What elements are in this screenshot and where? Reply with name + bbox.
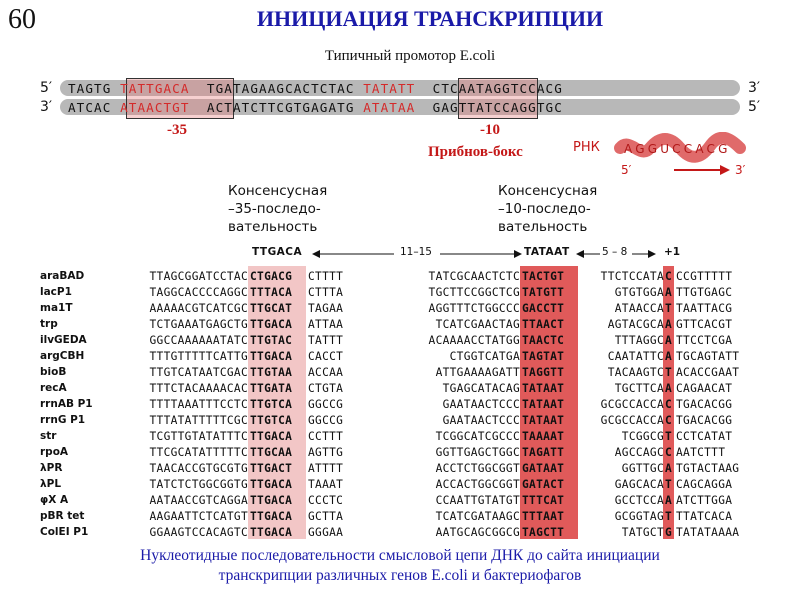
consensus10-line3: вательность (498, 219, 588, 235)
seq-mid: AGCCAGC (614, 446, 664, 459)
rna-3prime: 3′ (735, 163, 746, 177)
bottom-strand-3prime: 3′ (40, 99, 53, 115)
rna-5prime: 5′ (621, 163, 632, 177)
gene-name: rrnAB P1 (40, 398, 93, 410)
seq-mid: TGCTTCA (614, 382, 664, 395)
seq-b35: TTGCAT (250, 302, 293, 315)
seq-s: T (665, 510, 673, 523)
seq-mid: TACAAGTC (607, 366, 664, 379)
seq-b35: TTGACA (250, 526, 293, 539)
seq-b35: TTGACA (250, 350, 293, 363)
seq-end: TAATTACG (676, 302, 733, 315)
top-strand-segment-1: TATTGACA (120, 81, 190, 96)
seq-post35: ATTTT (308, 462, 344, 475)
seq-pre10: ACAAAACCTATGG (428, 334, 520, 347)
alignment-row (0, 334, 800, 350)
seq-b10: TAGATT (522, 446, 565, 459)
bottom-strand-segment-1: ATAACTGT (120, 100, 190, 115)
seq-pre: GGCCAAAAAATATC (149, 334, 248, 347)
rna-label: РНК (573, 140, 600, 155)
seq-b35: TTTACA (250, 286, 293, 299)
seq-end: ACACCGAAT (676, 366, 740, 379)
alignment-row (0, 286, 800, 302)
seq-end: TGCAGTATT (676, 350, 740, 363)
seq-mid: GCGCCACCA (600, 414, 664, 427)
consensus35-title (228, 182, 327, 236)
alignment-row (0, 494, 800, 510)
gene-name: trp (40, 318, 58, 330)
gene-name: str (40, 430, 57, 442)
seq-s: A (665, 462, 673, 475)
seq-pre: TTAGCGGATCCTAC (149, 270, 248, 283)
top-strand-segment-4: CTCAATAGGTCCACG (415, 81, 563, 96)
alignment-row (0, 414, 800, 430)
seq-mid: TCGGCG (621, 430, 664, 443)
bottom-strand-sequence (68, 100, 563, 115)
bottom-caption (40, 546, 760, 586)
seq-b35: TTGACA (250, 510, 293, 523)
seq-mid: TTCTCCATA (600, 270, 664, 283)
promoter-caption: Типичный промотор E.coli (324, 48, 496, 64)
seq-s: T (665, 366, 673, 379)
seq-post35: GGGAA (308, 526, 344, 539)
seq-b35: TTGTAC (250, 334, 293, 347)
seq-end: TTGTGAGC (676, 286, 733, 299)
gene-name: ma1T (40, 302, 73, 314)
seq-post35: AGTTG (308, 446, 344, 459)
alignment-row (0, 478, 800, 494)
seq-s: G (665, 526, 673, 539)
seq-s: T (665, 478, 673, 491)
seq-post35: GGCCG (308, 414, 344, 427)
consensus10-seq: TATAAT (524, 246, 570, 258)
alignment-row (0, 302, 800, 318)
alignment-row (0, 526, 800, 542)
seq-pre: AAGAATTCTCATGT (149, 510, 248, 523)
seq-b35: TTGATA (250, 382, 293, 395)
seq-b35: TTGTAA (250, 366, 293, 379)
dna-helix (0, 0, 800, 190)
seq-end: CAGCAGGA (676, 478, 733, 491)
top-strand-sequence (68, 81, 563, 96)
seq-pre10: CTGGTCATGA (449, 350, 520, 363)
gene-name: ilvGEDA (40, 334, 87, 346)
seq-end: TGACACGG (676, 398, 733, 411)
slide-number: 60 (8, 4, 36, 35)
top-strand-3prime: 3′ (748, 80, 761, 96)
seq-mid: GCCTCCA (614, 494, 664, 507)
consensus-scale (0, 246, 800, 262)
seq-pre10: GAATAACTCCC (442, 398, 520, 411)
gene-name: pBR tet (40, 510, 85, 522)
seq-end: CCTCATAT (676, 430, 733, 443)
seq-post35: ACCAA (308, 366, 344, 379)
alignment-row (0, 462, 800, 478)
seq-pre: TTTTAAATTTCCTC (149, 398, 248, 411)
seq-b10: GACCTT (522, 302, 565, 315)
seq-s: A (665, 350, 673, 363)
consensus10-title (498, 182, 597, 236)
seq-s: T (665, 302, 673, 315)
seq-b35: TTGACA (250, 494, 293, 507)
bottom-strand-segment-2: ACTATCTTCGTGAGATG (189, 100, 364, 115)
seq-mid: CAATATTC (607, 350, 664, 363)
gene-name: recA (40, 382, 67, 394)
seq-pre: TTCGCATATTTTTC (149, 446, 248, 459)
top-strand-5prime: 5′ (40, 80, 53, 96)
seq-mid: TATGCT (621, 526, 664, 539)
minus35-label: -35 (167, 122, 187, 138)
seq-pre10: ACCTCTGGCGGT (435, 462, 520, 475)
alignment-row (0, 366, 800, 382)
consensus10-line1: Консенсусная (498, 183, 598, 199)
seq-b10: TATAAT (522, 398, 565, 411)
seq-s: A (665, 382, 673, 395)
spacer-length: 11–15 (400, 246, 432, 258)
seq-pre10: GAATAACTCCC (442, 414, 520, 427)
bottom-strand-segment-0: ATCAC (68, 100, 121, 115)
gene-name: ColEI P1 (40, 526, 89, 538)
alignment-row (0, 318, 800, 334)
gene-name: rrnG P1 (40, 414, 86, 426)
seq-post35: ATTAA (308, 318, 344, 331)
seq-post35: TATTT (308, 334, 344, 347)
seq-post35: GCTTA (308, 510, 344, 523)
seq-b10: TACTGT (522, 270, 565, 283)
seq-b35: TTGACA (250, 318, 293, 331)
seq-pre10: TCATCGAACTAG (435, 318, 520, 331)
seq-post35: CCCTC (308, 494, 344, 507)
seq-pre: TCGTTGTATATTTC (149, 430, 248, 443)
consensus35-seq: TTGACA (252, 246, 303, 258)
start-site-label: +1 (664, 246, 681, 258)
gene-name: φX A (40, 494, 69, 506)
seq-pre: GGAAGTCCACAGTC (149, 526, 248, 539)
seq-b35: TTGACA (250, 430, 293, 443)
consensus35-line3: вательность (228, 219, 318, 235)
seq-post35: CTTTT (308, 270, 344, 283)
seq-pre10: TATCGCAACTCTC (428, 270, 520, 283)
seq-b35: TTGCAA (250, 446, 293, 459)
minus10-label: -10 (480, 122, 500, 138)
bottom-strand-segment-4: GAGTTATCCAGGTGC (415, 100, 563, 115)
alignment-row (0, 270, 800, 286)
bottom-strand-5prime: 5′ (748, 99, 761, 115)
top-strand-segment-3: TATATT (363, 81, 416, 96)
seq-pre: AAAAACGTCATCGC (149, 302, 248, 315)
seq-post35: TAAAT (308, 478, 344, 491)
gap-length: 5 – 8 (602, 246, 628, 258)
seq-pre: TTTGTTTTTCATTG (149, 350, 248, 363)
seq-pre: TTTCTACAAAACAC (149, 382, 248, 395)
gene-name: araBAD (40, 270, 85, 282)
seq-b10: TATGTT (522, 286, 565, 299)
gene-name: λPL (40, 478, 62, 490)
bottom-caption-line2: транскрипции различных генов E.coli и бактериофагов (218, 567, 582, 584)
seq-end: TGTACTAAG (676, 462, 740, 475)
seq-pre: TATCTCTGGCGGTG (149, 478, 248, 491)
seq-s: T (665, 430, 673, 443)
seq-pre: AATAACCGTCAGGA (149, 494, 248, 507)
seq-end: TTCCTCGA (676, 334, 733, 347)
top-strand-segment-2: TGATAGAAGCACTCTAC (189, 81, 364, 96)
seq-b10: TTTAAT (522, 510, 565, 523)
seq-end: GTTCACGT (676, 318, 733, 331)
pribnov-box-label: Прибнов-бокс (428, 144, 523, 160)
seq-end: TTATCACA (676, 510, 733, 523)
alignment-row (0, 350, 800, 366)
rna-sequence: AGGUCCACG (624, 142, 731, 156)
seq-post35: GGCCG (308, 398, 344, 411)
alignment-row (0, 398, 800, 414)
gene-name: argCBH (40, 350, 85, 362)
gene-name: lacP1 (40, 286, 72, 298)
seq-pre: TAACACCGTGCGTG (149, 462, 248, 475)
seq-end: AATCTTT (676, 446, 726, 459)
seq-s: C (665, 398, 673, 411)
seq-b10: TATAAT (522, 414, 565, 427)
seq-end: TGACACGG (676, 414, 733, 427)
seq-b10: TAGGTT (522, 366, 565, 379)
seq-b10: TAGTAT (522, 350, 565, 363)
seq-b10: TAAAAT (522, 430, 565, 443)
seq-pre: TTGTCATAATCGAC (149, 366, 248, 379)
seq-pre10: TCGGCATCGCCC (435, 430, 520, 443)
seq-pre: TCTGAAATGAGCTG (149, 318, 248, 331)
seq-post35: CTTTA (308, 286, 344, 299)
seq-b10: GATACT (522, 478, 565, 491)
seq-s: C (665, 446, 673, 459)
seq-mid: ATAACCA (614, 302, 664, 315)
seq-pre10: TGAGCATACAG (442, 382, 520, 395)
gene-name: bioB (40, 366, 67, 378)
rna-strand (614, 132, 754, 180)
seq-mid: GCGGTAG (614, 510, 664, 523)
seq-pre10: AGGTTTCTGGCCC (428, 302, 520, 315)
slide-title: ИНИЦИАЦИЯ ТРАНСКРИПЦИИ (256, 6, 604, 31)
promoter-alignment-table (0, 270, 800, 542)
seq-pre: TAGGCACCCCAGGC (149, 286, 248, 299)
consensus35-line2: –35-последо- (228, 201, 321, 217)
seq-s: A (665, 494, 673, 507)
seq-b10: TTAACT (522, 318, 565, 331)
alignment-row (0, 430, 800, 446)
seq-pre10: GGTTGAGCTGGC (435, 446, 520, 459)
seq-post35: CTGTA (308, 382, 344, 395)
seq-b10: TAACTC (522, 334, 565, 347)
seq-mid: GCGCCACCA (600, 398, 664, 411)
seq-b35: TTGTCA (250, 414, 293, 427)
bottom-strand-segment-3: ATATAA (363, 100, 416, 115)
seq-b10: TAGCTT (522, 526, 565, 539)
seq-b10: TTTCAT (522, 494, 565, 507)
seq-b10: TATAAT (522, 382, 565, 395)
seq-s: A (665, 334, 673, 347)
seq-mid: GTGTGGA (614, 286, 664, 299)
seq-s: C (665, 414, 673, 427)
seq-pre10: TCATCGATAAGC (435, 510, 520, 523)
seq-end: TATATAAAA (676, 526, 740, 539)
seq-mid: TTTAGGC (614, 334, 664, 347)
seq-mid: GAGCACA (614, 478, 664, 491)
seq-pre10: AATGCAGCGGCG (435, 526, 520, 539)
consensus35-line1: Консенсусная (228, 183, 328, 199)
seq-mid: AGTACGCA (607, 318, 664, 331)
gene-name: λPR (40, 462, 63, 474)
bottom-caption-line1: Нуклеотидные последовательности смысловой цепи ДНК до сайта инициации (140, 547, 660, 564)
seq-pre10: ATTGAAAAGATT (435, 366, 520, 379)
gene-name: rpoA (40, 446, 69, 458)
seq-b10: GATAAT (522, 462, 565, 475)
consensus10-line2: –10-последо- (498, 201, 591, 217)
seq-b35: TTGACT (250, 462, 293, 475)
seq-pre: TTTATATTTTTCGC (149, 414, 248, 427)
seq-post35: TAGAA (308, 302, 344, 315)
seq-mid: GGTTGC (621, 462, 664, 475)
seq-pre10: CCAATTGTATGT (435, 494, 520, 507)
top-strand-segment-0: TAGTG (68, 81, 121, 96)
seq-pre10: TGCTTCCGGCTCG (428, 286, 520, 299)
seq-b35: TTGACA (250, 478, 293, 491)
alignment-row (0, 446, 800, 462)
seq-post35: CACCT (308, 350, 344, 363)
seq-s: C (665, 270, 673, 283)
seq-end: CCGTTTTT (676, 270, 733, 283)
alignment-row (0, 382, 800, 398)
seq-pre10: ACCACTGGCGGT (435, 478, 520, 491)
seq-post35: CCTTT (308, 430, 344, 443)
seq-end: CAGAACAT (676, 382, 733, 395)
seq-b35: TTGTCA (250, 398, 293, 411)
seq-b35: CTGACG (250, 270, 293, 283)
seq-s: A (665, 318, 673, 331)
seq-end: ATCTTGGA (676, 494, 733, 507)
alignment-row (0, 510, 800, 526)
seq-s: A (665, 286, 673, 299)
